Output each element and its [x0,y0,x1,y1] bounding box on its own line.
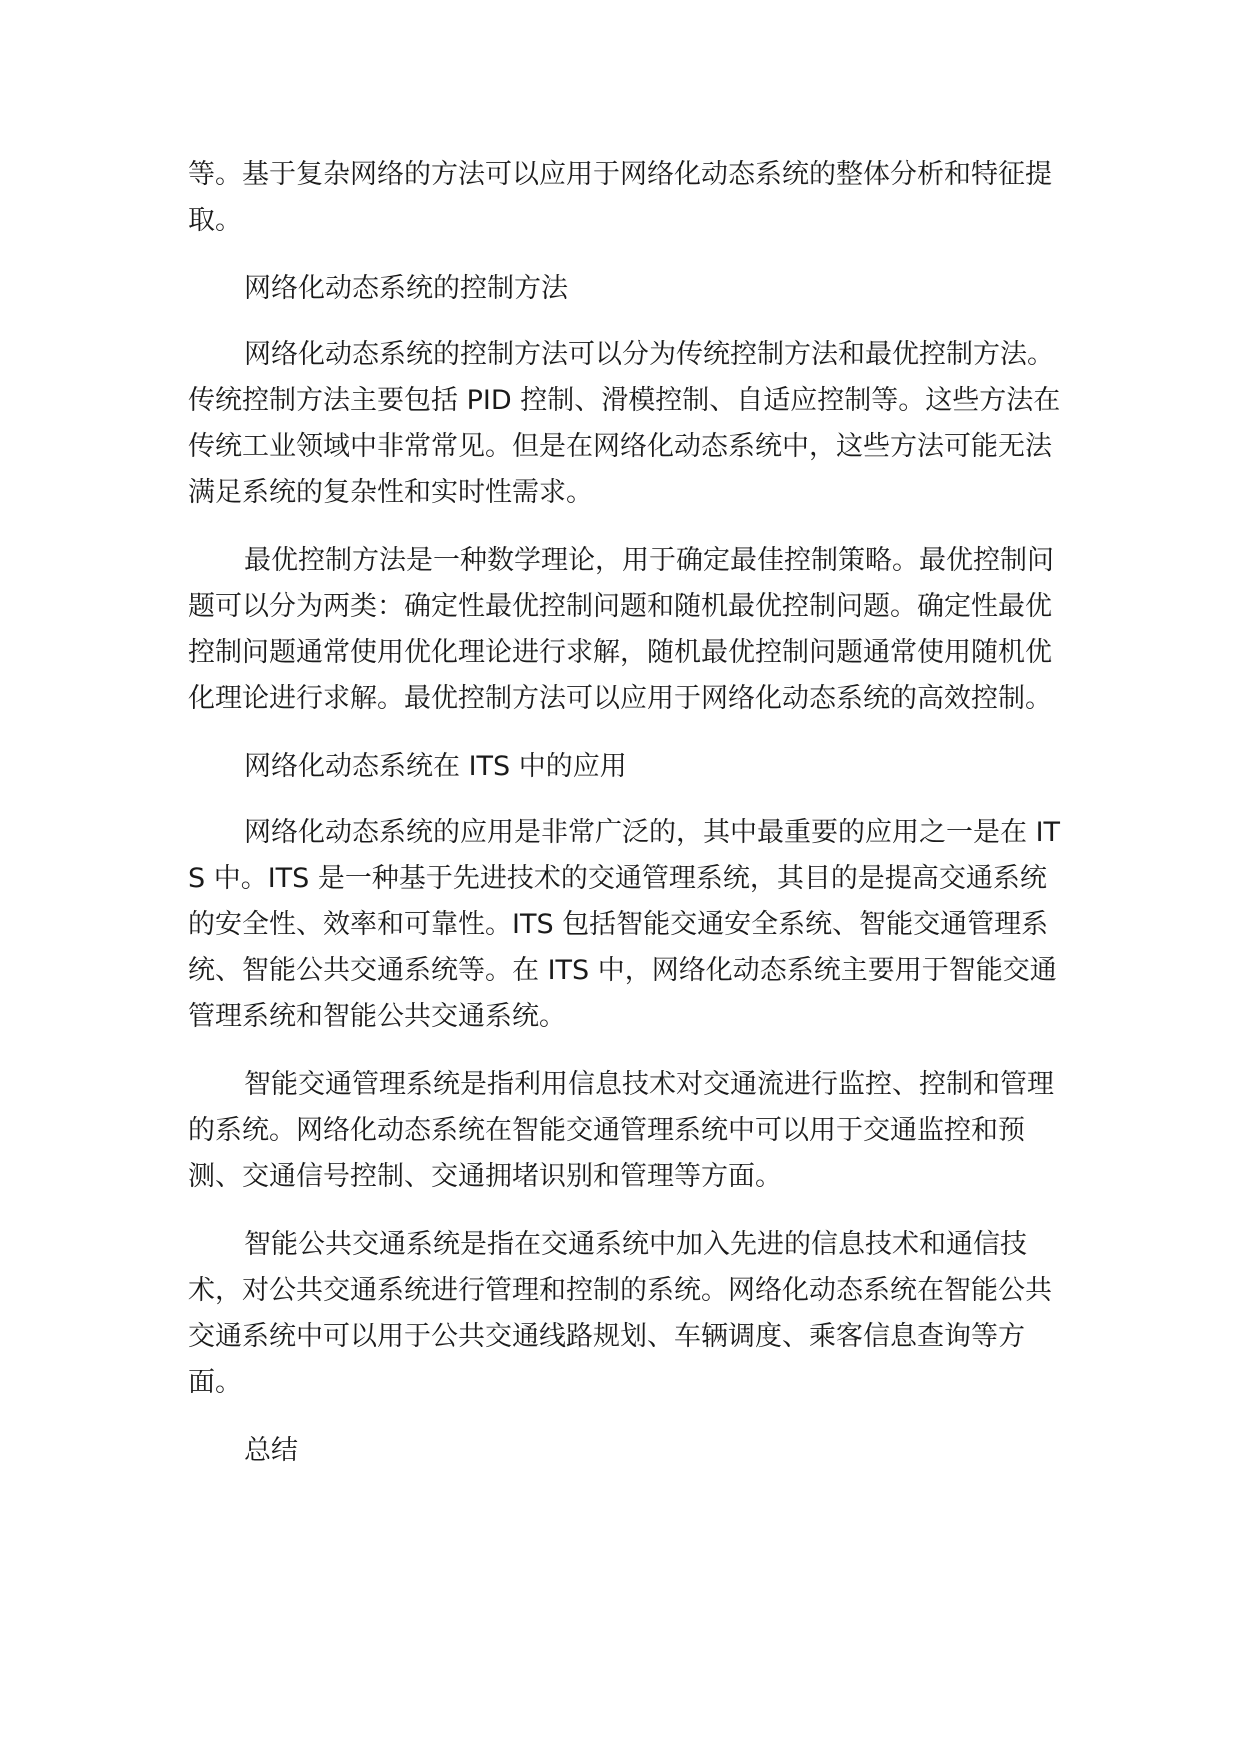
continuation-paragraph: 等。基于复杂网络的方法可以应用于网络化动态系统的整体分析和特征提取。 [188,159,1052,236]
paragraph-traffic-management: 智能交通管理系统是指利用信息技术对交通流进行监控、控制和管理的系统。网络化动态系统在智能交通管理系统中可以用于交通监控和预测、交通信号控制、交通拥堵识别和管理等方面。 [188,1069,1054,1192]
section-heading-summary: 总结 [244,1435,298,1466]
paragraph-traditional-control: 网络化动态系统的控制方法可以分为传统控制方法和最优控制方法。传统控制方法主要包括 PID 控制、滑模控制、自适应控制等。这些方法在传统工业领域中非常常见。但是在网络化动态系统中，这些方法可能无法满足系统的复杂性和实时性需求。 [188,339,1061,508]
paragraph-optimal-control: 最优控制方法是一种数学理论，用于确定最佳控制策略。最优控制问题可以分为两类：确定性最优控制问题和随机最优控制问题。确定性最优控制问题通常使用优化理论进行求解，随机最优控制问题通常使用随机优化理论进行求解。最优控制方法可以应用于网络化动态系统的高效控制。 [188,545,1054,714]
paragraph-its-overview: 网络化动态系统的应用是非常广泛的，其中最重要的应用之一是在 ITS 中。ITS 是一种基于先进技术的交通管理系统，其目的是提高交通系统的安全性、效率和可靠性。ITS 包括智能交通安全系统、智能交通管理系统、智能公共交通系统等。在 ITS 中，网络化动态系统主要用于智能交通管理系统和智能公共交通系统。 [188,817,1061,1032]
text-column [188,152,1068,1474]
section-heading-control-methods: 网络化动态系统的控制方法 [244,273,568,304]
section-heading-its-application: 网络化动态系统在 ITS 中的应用 [244,751,627,782]
paragraph-public-transport: 智能公共交通系统是指在交通系统中加入先进的信息技术和通信技术，对公共交通系统进行管理和控制的系统。网络化动态系统在智能公共交通系统中可以用于公共交通线路规划、车辆调度、乘客信息查询等方面。 [188,1229,1052,1398]
